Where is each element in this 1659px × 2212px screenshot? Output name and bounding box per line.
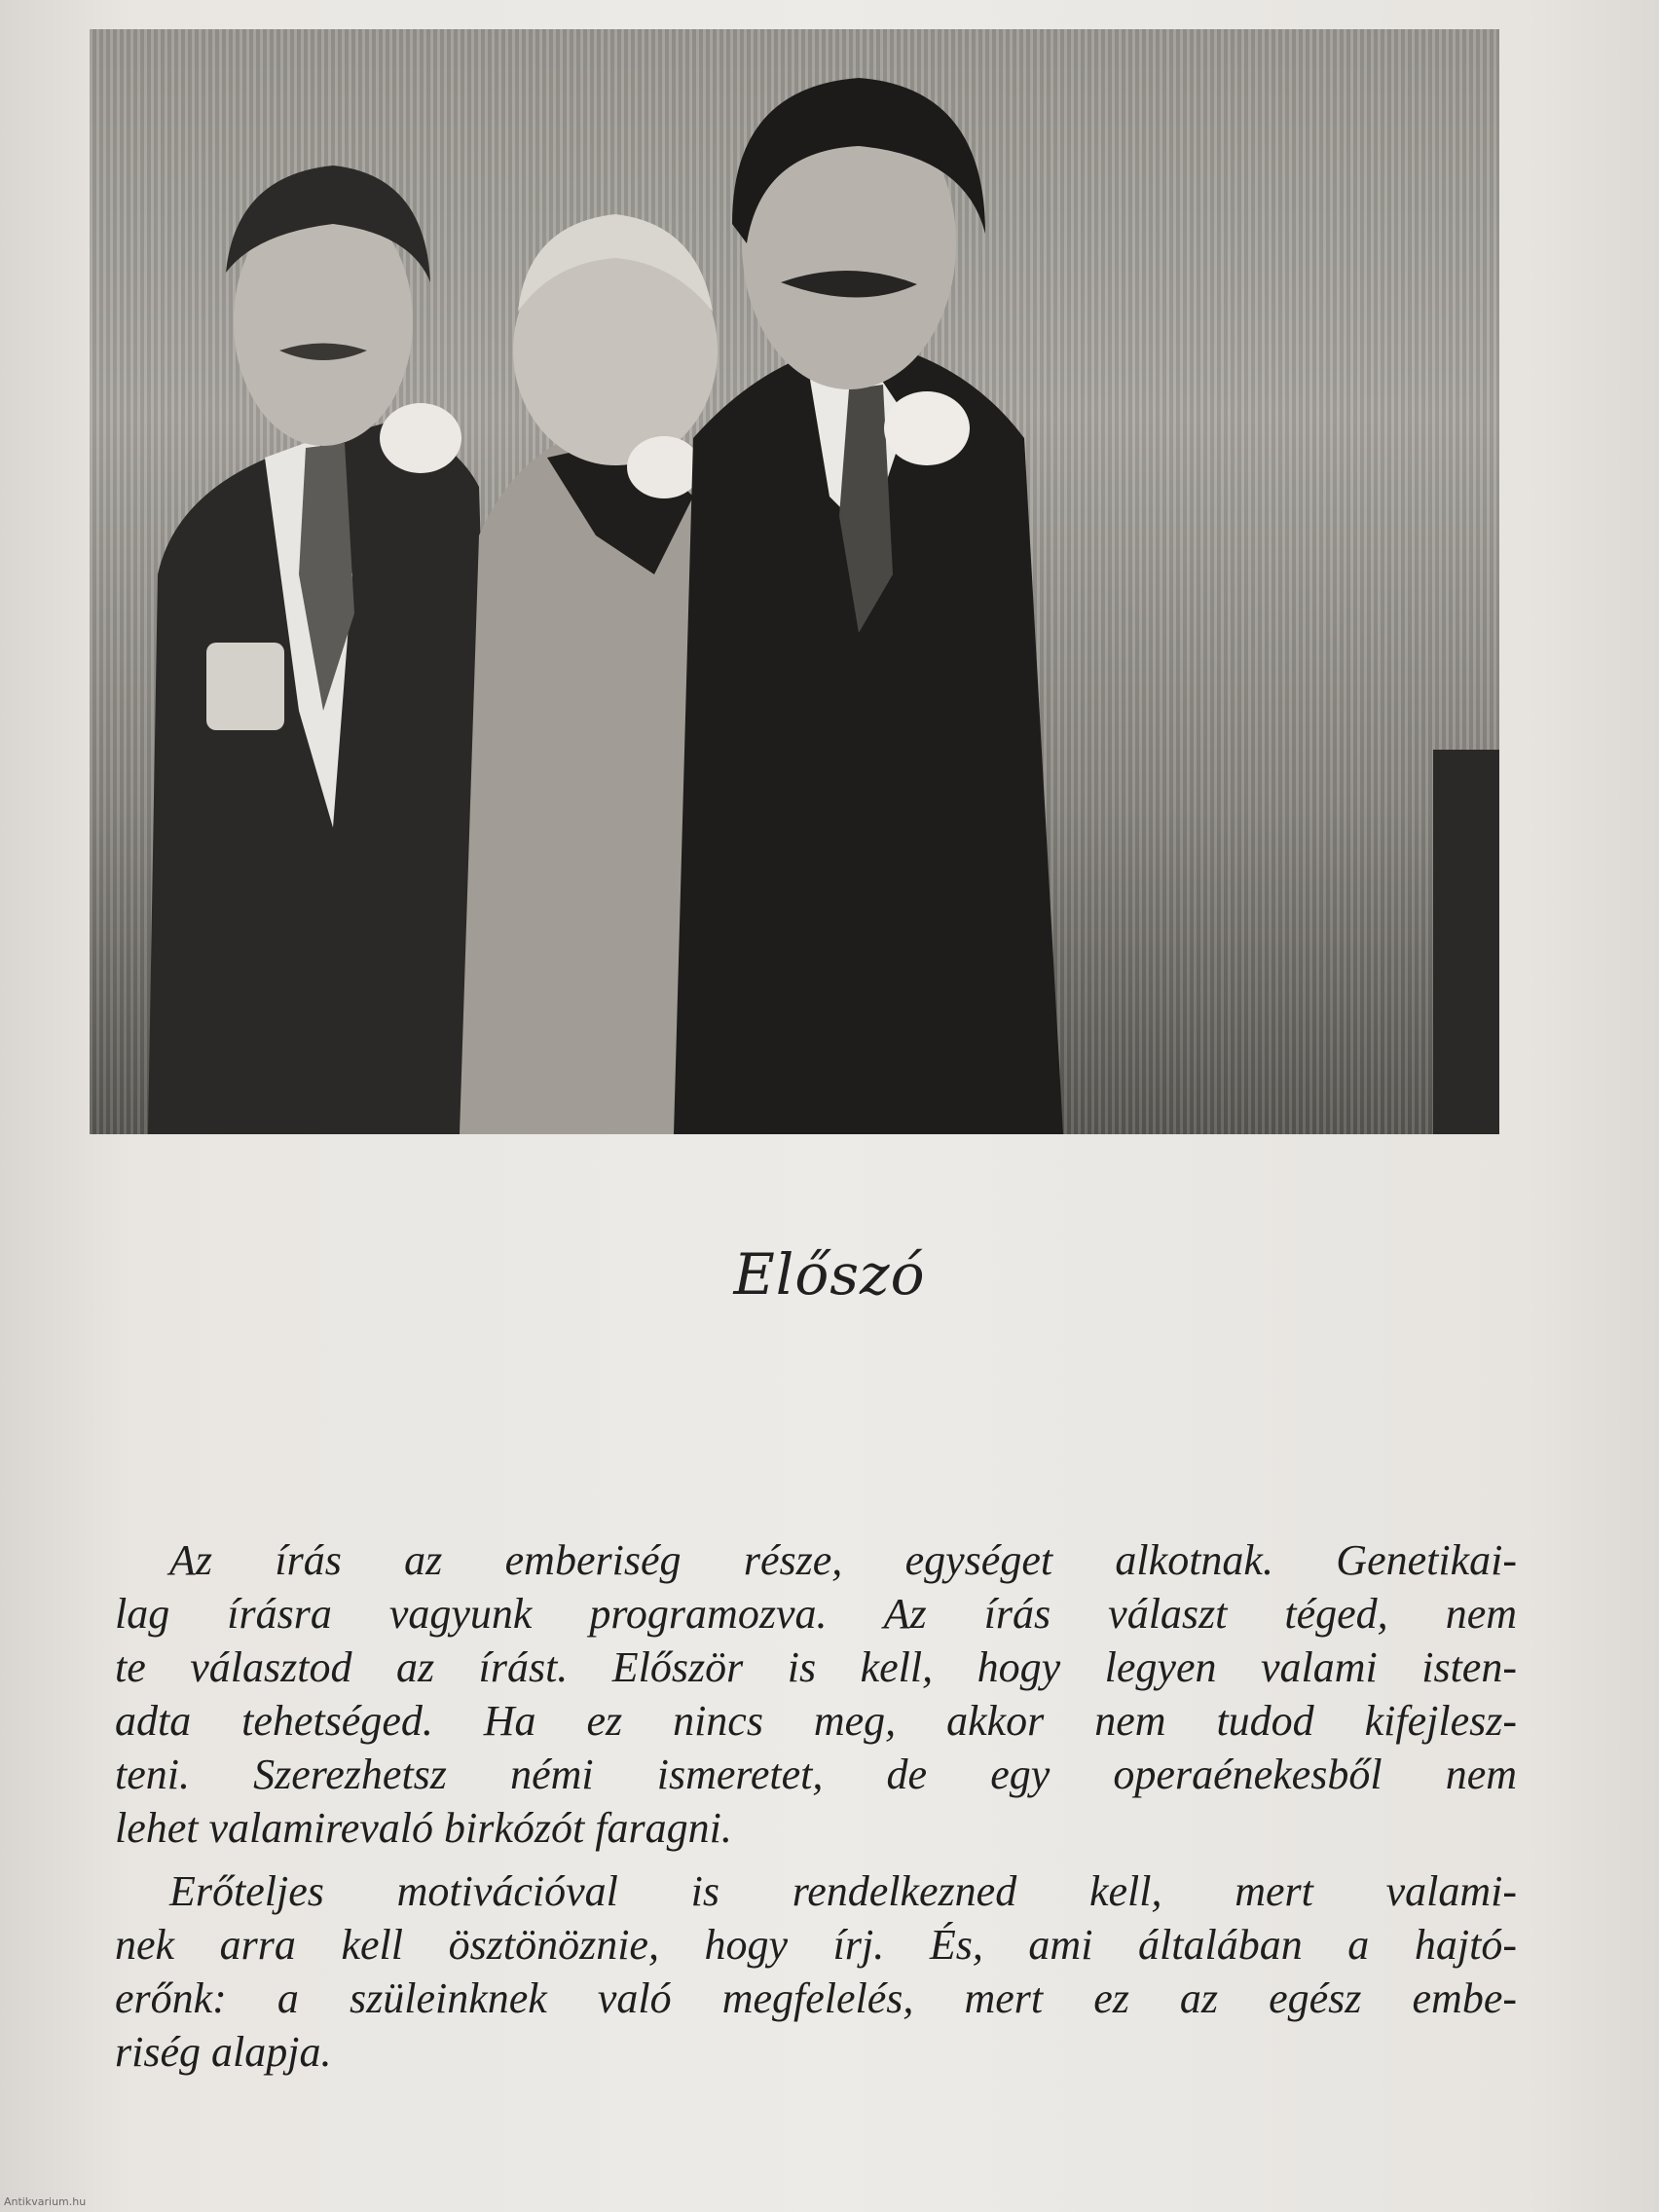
body-text bbox=[115, 1533, 1517, 2079]
text-line: Az írás az emberiség része, egységet alkotnak. Genetikai- bbox=[169, 1536, 1517, 1584]
photograph bbox=[90, 29, 1499, 1134]
paragraph-1 bbox=[115, 1533, 1517, 1855]
text-line: lehet valamirevaló birkózót faragni. bbox=[115, 1804, 732, 1852]
person-left bbox=[148, 166, 498, 1134]
text-line: nek arra kell ösztönöznie, hogy írj. És, ami általában a hajtó- bbox=[115, 1921, 1517, 1969]
text-line: riség alapja. bbox=[115, 2028, 332, 2076]
person-right bbox=[674, 78, 1063, 1134]
background-shadow bbox=[1433, 750, 1499, 1134]
paragraph-2 bbox=[115, 1864, 1517, 2079]
text-line: lag írásra vagyunk programozva. Az írás választ téged, nem bbox=[115, 1590, 1517, 1638]
watermark: Antikvarium.hu bbox=[4, 2195, 87, 2208]
text-line: adta tehetséged. Ha ez nincs meg, akkor nem tudod kifejlesz- bbox=[115, 1697, 1517, 1745]
chapter-heading: Előszó bbox=[733, 1241, 926, 1308]
text-line: te választod az írást. Először is kell, hogy legyen valami isten- bbox=[115, 1643, 1517, 1691]
bleed-through-text bbox=[127, 1139, 1509, 1211]
text-line: Erőteljes motivációval is rendelkezned kell, mert valami- bbox=[169, 1867, 1517, 1915]
photo-illustration bbox=[90, 29, 1499, 1134]
paragraph-gap bbox=[115, 1855, 1517, 1864]
text-line: teni. Szerezhetsz némi ismeretet, de egy operaénekesből nem bbox=[115, 1751, 1517, 1798]
text-line: erőnk: a szüleinknek való megfelelés, mert ez az egész embe- bbox=[115, 1974, 1517, 2022]
